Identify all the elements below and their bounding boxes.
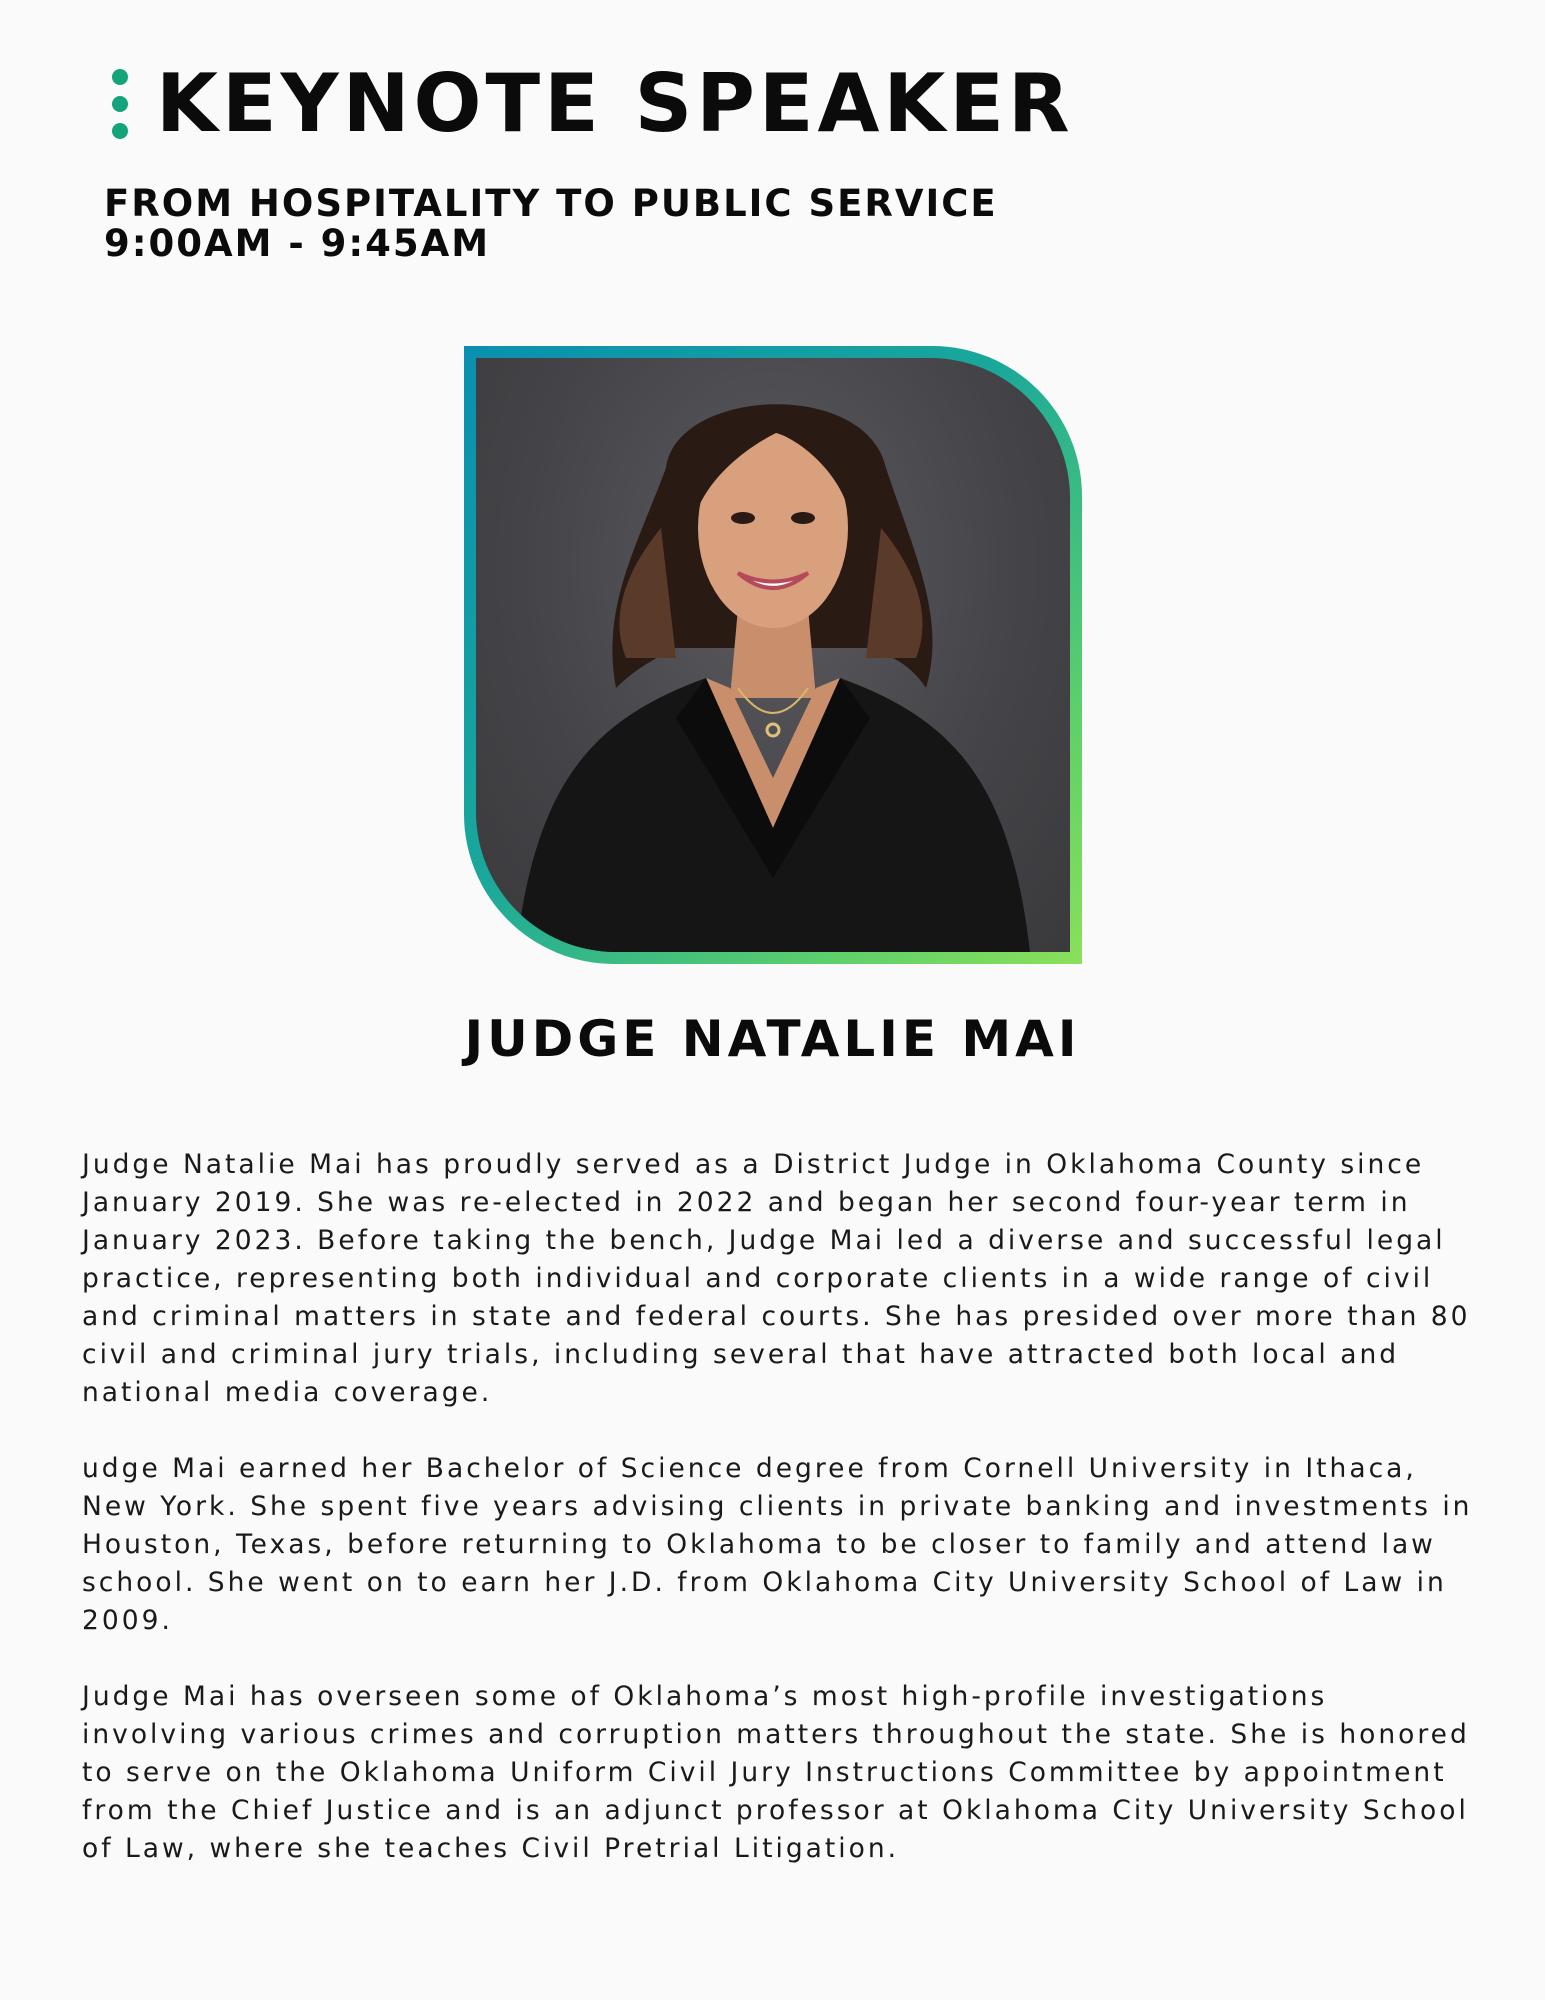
session-title: FROM HOSPITALITY TO PUBLIC SERVICE — [104, 182, 998, 225]
bio-paragraph: udge Mai earned her Bachelor of Science degree from Cornell University in Ithaca, New York. She spent five years advising clients in private banking and investments in Houston, Texas, before returning to Oklahoma to be closer to family and attend law school. She went on to earn her J.D. from Oklahoma City University School of Law in 2009. — [82, 1453, 1473, 1636]
dot — [112, 96, 128, 112]
speaker-bio — [82, 1146, 1482, 1906]
dot — [112, 123, 128, 139]
speaker-photo — [476, 358, 1070, 952]
session-time: 9:00AM - 9:45AM — [104, 222, 491, 265]
speaker-portrait-illustration — [476, 358, 1070, 952]
bio-paragraph: Judge Natalie Mai has proudly served as a District Judge in Oklahoma County since January 2019. She was re-elected in 2022 and began her second four-year term in January 2023. Before taking the bench, Judge Mai led a diverse and successful legal practice, representing both individual and corporate clients in a wide range of civil and criminal matters in state and federal courts. She has presided over more than 80 civil and criminal jury trials, including several that have attracted both local and national media coverage. — [82, 1149, 1471, 1408]
dot — [112, 69, 128, 85]
bio-paragraph: Judge Mai has overseen some of Oklahoma’s most high-profile investigations involving various crimes and corruption matters throughout the state. She is honored to serve on the Oklahoma Uniform Civil Jury Instructions Committee by appointment from the Chief Justice and is an adjunct professor at Oklahoma City University School of Law, where she teaches Civil Pretrial Litigation. — [82, 1681, 1470, 1864]
speaker-photo-frame — [464, 346, 1082, 964]
page-title: KEYNOTE SPEAKER — [156, 57, 1074, 150]
speaker-name: JUDGE NATALIE MAI — [464, 1010, 1081, 1068]
session-info — [104, 184, 998, 264]
header — [112, 57, 1074, 150]
vertical-three-dots-icon — [112, 69, 128, 139]
